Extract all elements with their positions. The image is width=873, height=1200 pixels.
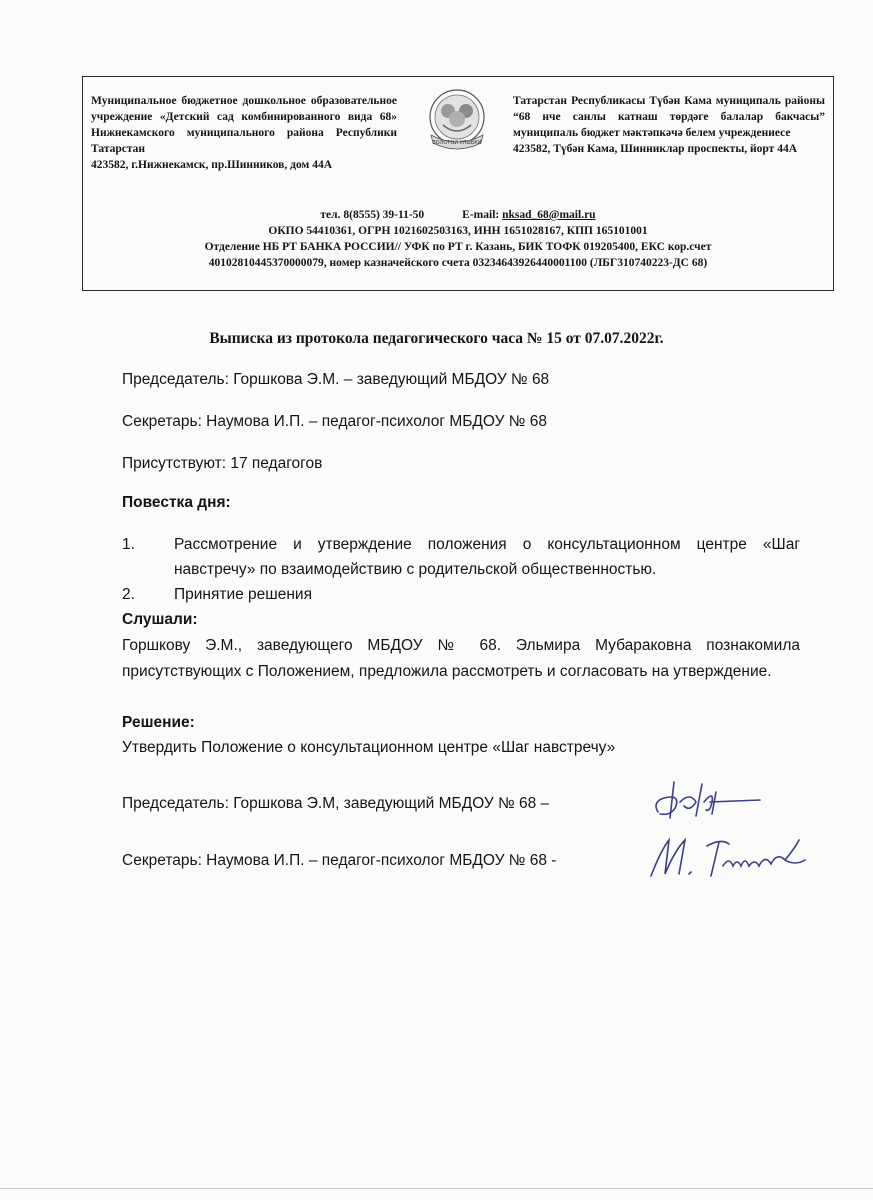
agenda-text: Рассмотрение и утверждение положения о консультационном центре «Шаг навстречу» по взаимодействию с родительской общественностью. [174,536,800,578]
logo-caption: ЗОЛОТОЙ УЛЫБКИ [432,140,482,146]
email-link[interactable]: nksad_68@mail.ru [502,209,596,221]
agenda-number: 2. [122,586,135,603]
bank-details-line-1: Отделение НБ РТ БАНКА РОССИИ// УФК по РТ г. Казань, БИК ТОФК 019205400, ЕКС кор.счет [204,241,712,253]
letterhead-tatar: Татарстан Республикасы Түбән Кама муниципаль районы “68 нче санлы катнаш төрдәге балалар бакчасы” муниципаль бюджет мәктәпкәчә белем учреждениесе 423582, Түбән Кама, Шинниклар проспекты, йорт 44А [513,95,825,155]
attendance-line: Присутствуют: 17 педагогов [122,455,323,472]
page-edge-divider [0,1188,873,1189]
chair-signature-line: Председатель: Горшкова Э.М, заведующий МБДОУ № 68 – [122,795,550,812]
list-item [122,582,800,607]
chair-signature-icon [650,772,770,832]
listened-text: Горшкову Э.М., заведующего МБДОУ № 68. Эльмира Мубараковна познакомила присутствующих с Положением, предложила рассмотреть и согласовать на утверждение. [122,637,800,680]
agenda-number: 1. [122,536,135,553]
secretary-signature-icon [645,830,815,884]
letterhead [82,76,834,291]
registration-numbers: ОКПО 54410361, ОГРН 1021602503163, ИНН 1651028167, КПП 165101001 [268,225,648,237]
bank-details-line-2: 40102810445370000079, номер казначейского счета 03234643926440001100 (ЛБГ310740223-ДС 68) [208,257,708,269]
decision-heading: Решение: [122,714,195,731]
contact-details [83,207,833,271]
agenda-heading: Повестка дня: [122,494,231,511]
listened-heading: Слушали: [122,611,198,628]
letterhead-russian: Муниципальное бюджетное дошкольное образовательное учреждение «Детский сад комбинированного вида 68» Нижнекамского муниципального района Республики Татарстан 423582, г.Нижнекамск, пр.Шинников, дом 44А [91,95,397,171]
kindergarten-logo-icon [421,85,493,157]
document-title: Выписка из протокола педагогического часа № 15 от 07.07.2022г. [209,330,664,347]
agenda-text: Принятие решения [174,586,312,603]
secretary-signature-line: Секретарь: Наумова И.П. – педагог-психолог МБДОУ № 68 - [122,852,557,869]
secretary-line: Секретарь: Наумова И.П. – педагог-психолог МБДОУ № 68 [122,413,547,430]
phone: тел. 8(8555) 39-11-50 [320,209,425,221]
decision-text: Утвердить Положение о консультационном центре «Шаг навстречу» [122,739,616,756]
email-label: E-mail: [462,209,500,221]
list-item [122,532,800,582]
chairperson-line: Председатель: Горшкова Э.М. – заведующий МБДОУ № 68 [122,371,550,388]
agenda-list [122,532,800,607]
